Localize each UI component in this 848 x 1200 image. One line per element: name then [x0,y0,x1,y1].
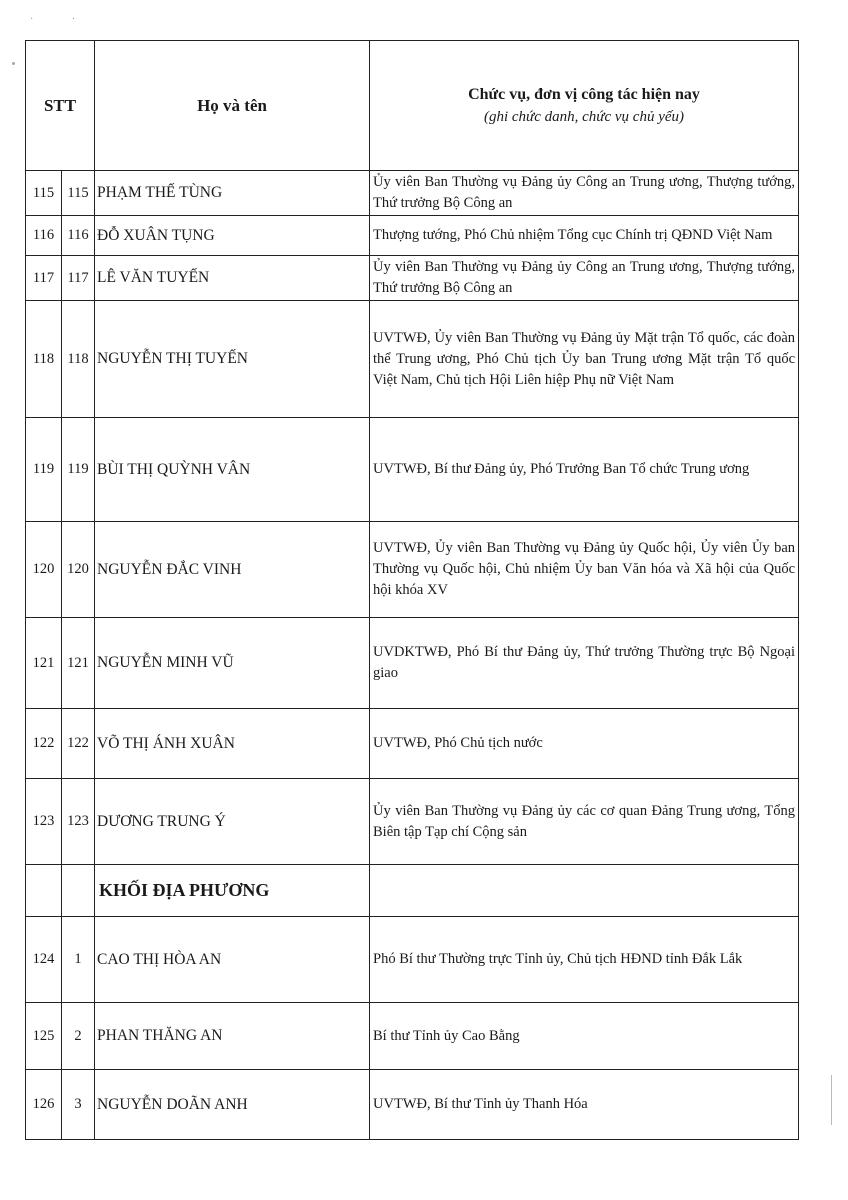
row-position: Bí thư Tỉnh ủy Cao Bằng [370,1003,799,1070]
row-sub-stt: 119 [62,418,95,522]
row-name: VÕ THỊ ÁNH XUÂN [95,709,370,779]
table-row [26,256,799,301]
table-row [26,301,799,418]
row-name: LÊ VĂN TUYẾN [95,256,370,301]
row-sub-stt: 117 [62,256,95,301]
row-name: NGUYỄN THỊ TUYẾN [95,301,370,418]
row-position: Ủy viên Ban Thường vụ Đảng ủy các cơ quan Đảng Trung ương, Tổng Biên tập Tạp chí Cộng sản [370,779,799,865]
scan-marks: · · [30,14,94,25]
row-position: UVTWĐ, Ủy viên Ban Thường vụ Đảng ủy Mặt trận Tổ quốc, các đoàn thể Trung ương, Phó Chủ tịch Ủy ban Trung ương Mặt trận Tổ quốc Việt Nam, Chủ tịch Hội Liên hiệp Phụ nữ Việt Nam [370,301,799,418]
table-row [26,709,799,779]
row-position: Thượng tướng, Phó Chủ nhiệm Tổng cục Chính trị QĐND Việt Nam [370,216,799,256]
row-name: NGUYỄN ĐẮC VINH [95,522,370,618]
row-position: UVTWĐ, Phó Chủ tịch nước [370,709,799,779]
row-sub-stt: 118 [62,301,95,418]
section-title: KHỐI ĐỊA PHƯƠNG [95,865,370,917]
table-row [26,779,799,865]
row-stt: 124 [26,917,62,1003]
section-empty-cell [26,865,62,917]
row-name: ĐỖ XUÂN TỤNG [95,216,370,256]
row-name: NGUYỄN MINH VŨ [95,618,370,709]
row-name: DƯƠNG TRUNG Ý [95,779,370,865]
header-stt: STT [26,41,95,171]
row-stt: 120 [26,522,62,618]
row-stt: 123 [26,779,62,865]
table-header-row [26,41,799,171]
row-stt: 125 [26,1003,62,1070]
row-name: PHẠM THẾ TÙNG [95,171,370,216]
row-sub-stt: 121 [62,618,95,709]
table-row [26,522,799,618]
header-name: Họ và tên [95,41,370,171]
row-sub-stt: 115 [62,171,95,216]
row-name: PHAN THĂNG AN [95,1003,370,1070]
header-position-title: Chức vụ, đơn vị công tác hiện nay [468,85,700,103]
row-position: Phó Bí thư Thường trực Tỉnh ủy, Chủ tịch HĐND tỉnh Đắk Lắk [370,917,799,1003]
row-sub-stt: 3 [62,1070,95,1140]
table-row [26,1003,799,1070]
header-position-note: (ghi chức danh, chức vụ chủ yếu) [483,108,685,125]
table-row [26,171,799,216]
table-row [26,418,799,522]
section-row [26,865,799,917]
row-position: UVTWĐ, Bí thư Tỉnh ủy Thanh Hóa [370,1070,799,1140]
row-stt: 121 [26,618,62,709]
table-row [26,618,799,709]
row-position: Ủy viên Ban Thường vụ Đảng ủy Công an Trung ương, Thượng tướng, Thứ trưởng Bộ Công an [370,171,799,216]
section-empty-cell [62,865,95,917]
row-position: UVTWĐ, Ủy viên Ban Thường vụ Đảng ủy Quốc hội, Ủy viên Ủy ban Thường vụ Quốc hội, Chủ nhiệm Ủy ban Văn hóa và Xã hội của Quốc hội khóa XV [370,522,799,618]
row-stt: 118 [26,301,62,418]
scan-dot [12,62,15,65]
row-sub-stt: 2 [62,1003,95,1070]
table-row [26,1070,799,1140]
row-sub-stt: 120 [62,522,95,618]
section-empty-cell [370,865,799,917]
row-sub-stt: 116 [62,216,95,256]
table-row [26,917,799,1003]
row-stt: 116 [26,216,62,256]
header-position [370,41,799,171]
row-stt: 115 [26,171,62,216]
table-row [26,216,799,256]
row-stt: 126 [26,1070,62,1140]
row-sub-stt: 123 [62,779,95,865]
row-stt: 122 [26,709,62,779]
row-sub-stt: 122 [62,709,95,779]
row-position: Ủy viên Ban Thường vụ Đảng ủy Công an Trung ương, Thượng tướng, Thứ trưởng Bộ Công an [370,256,799,301]
row-stt: 119 [26,418,62,522]
scan-edge-line [831,1075,832,1125]
row-name: NGUYỄN DOÃN ANH [95,1070,370,1140]
delegate-table [25,40,799,1140]
row-position: UVDKTWĐ, Phó Bí thư Đảng ủy, Thứ trưởng Thường trực Bộ Ngoại giao [370,618,799,709]
row-name: CAO THỊ HÒA AN [95,917,370,1003]
row-position: UVTWĐ, Bí thư Đảng ủy, Phó Trưởng Ban Tổ chức Trung ương [370,418,799,522]
row-name: BÙI THỊ QUỲNH VÂN [95,418,370,522]
row-sub-stt: 1 [62,917,95,1003]
row-stt: 117 [26,256,62,301]
